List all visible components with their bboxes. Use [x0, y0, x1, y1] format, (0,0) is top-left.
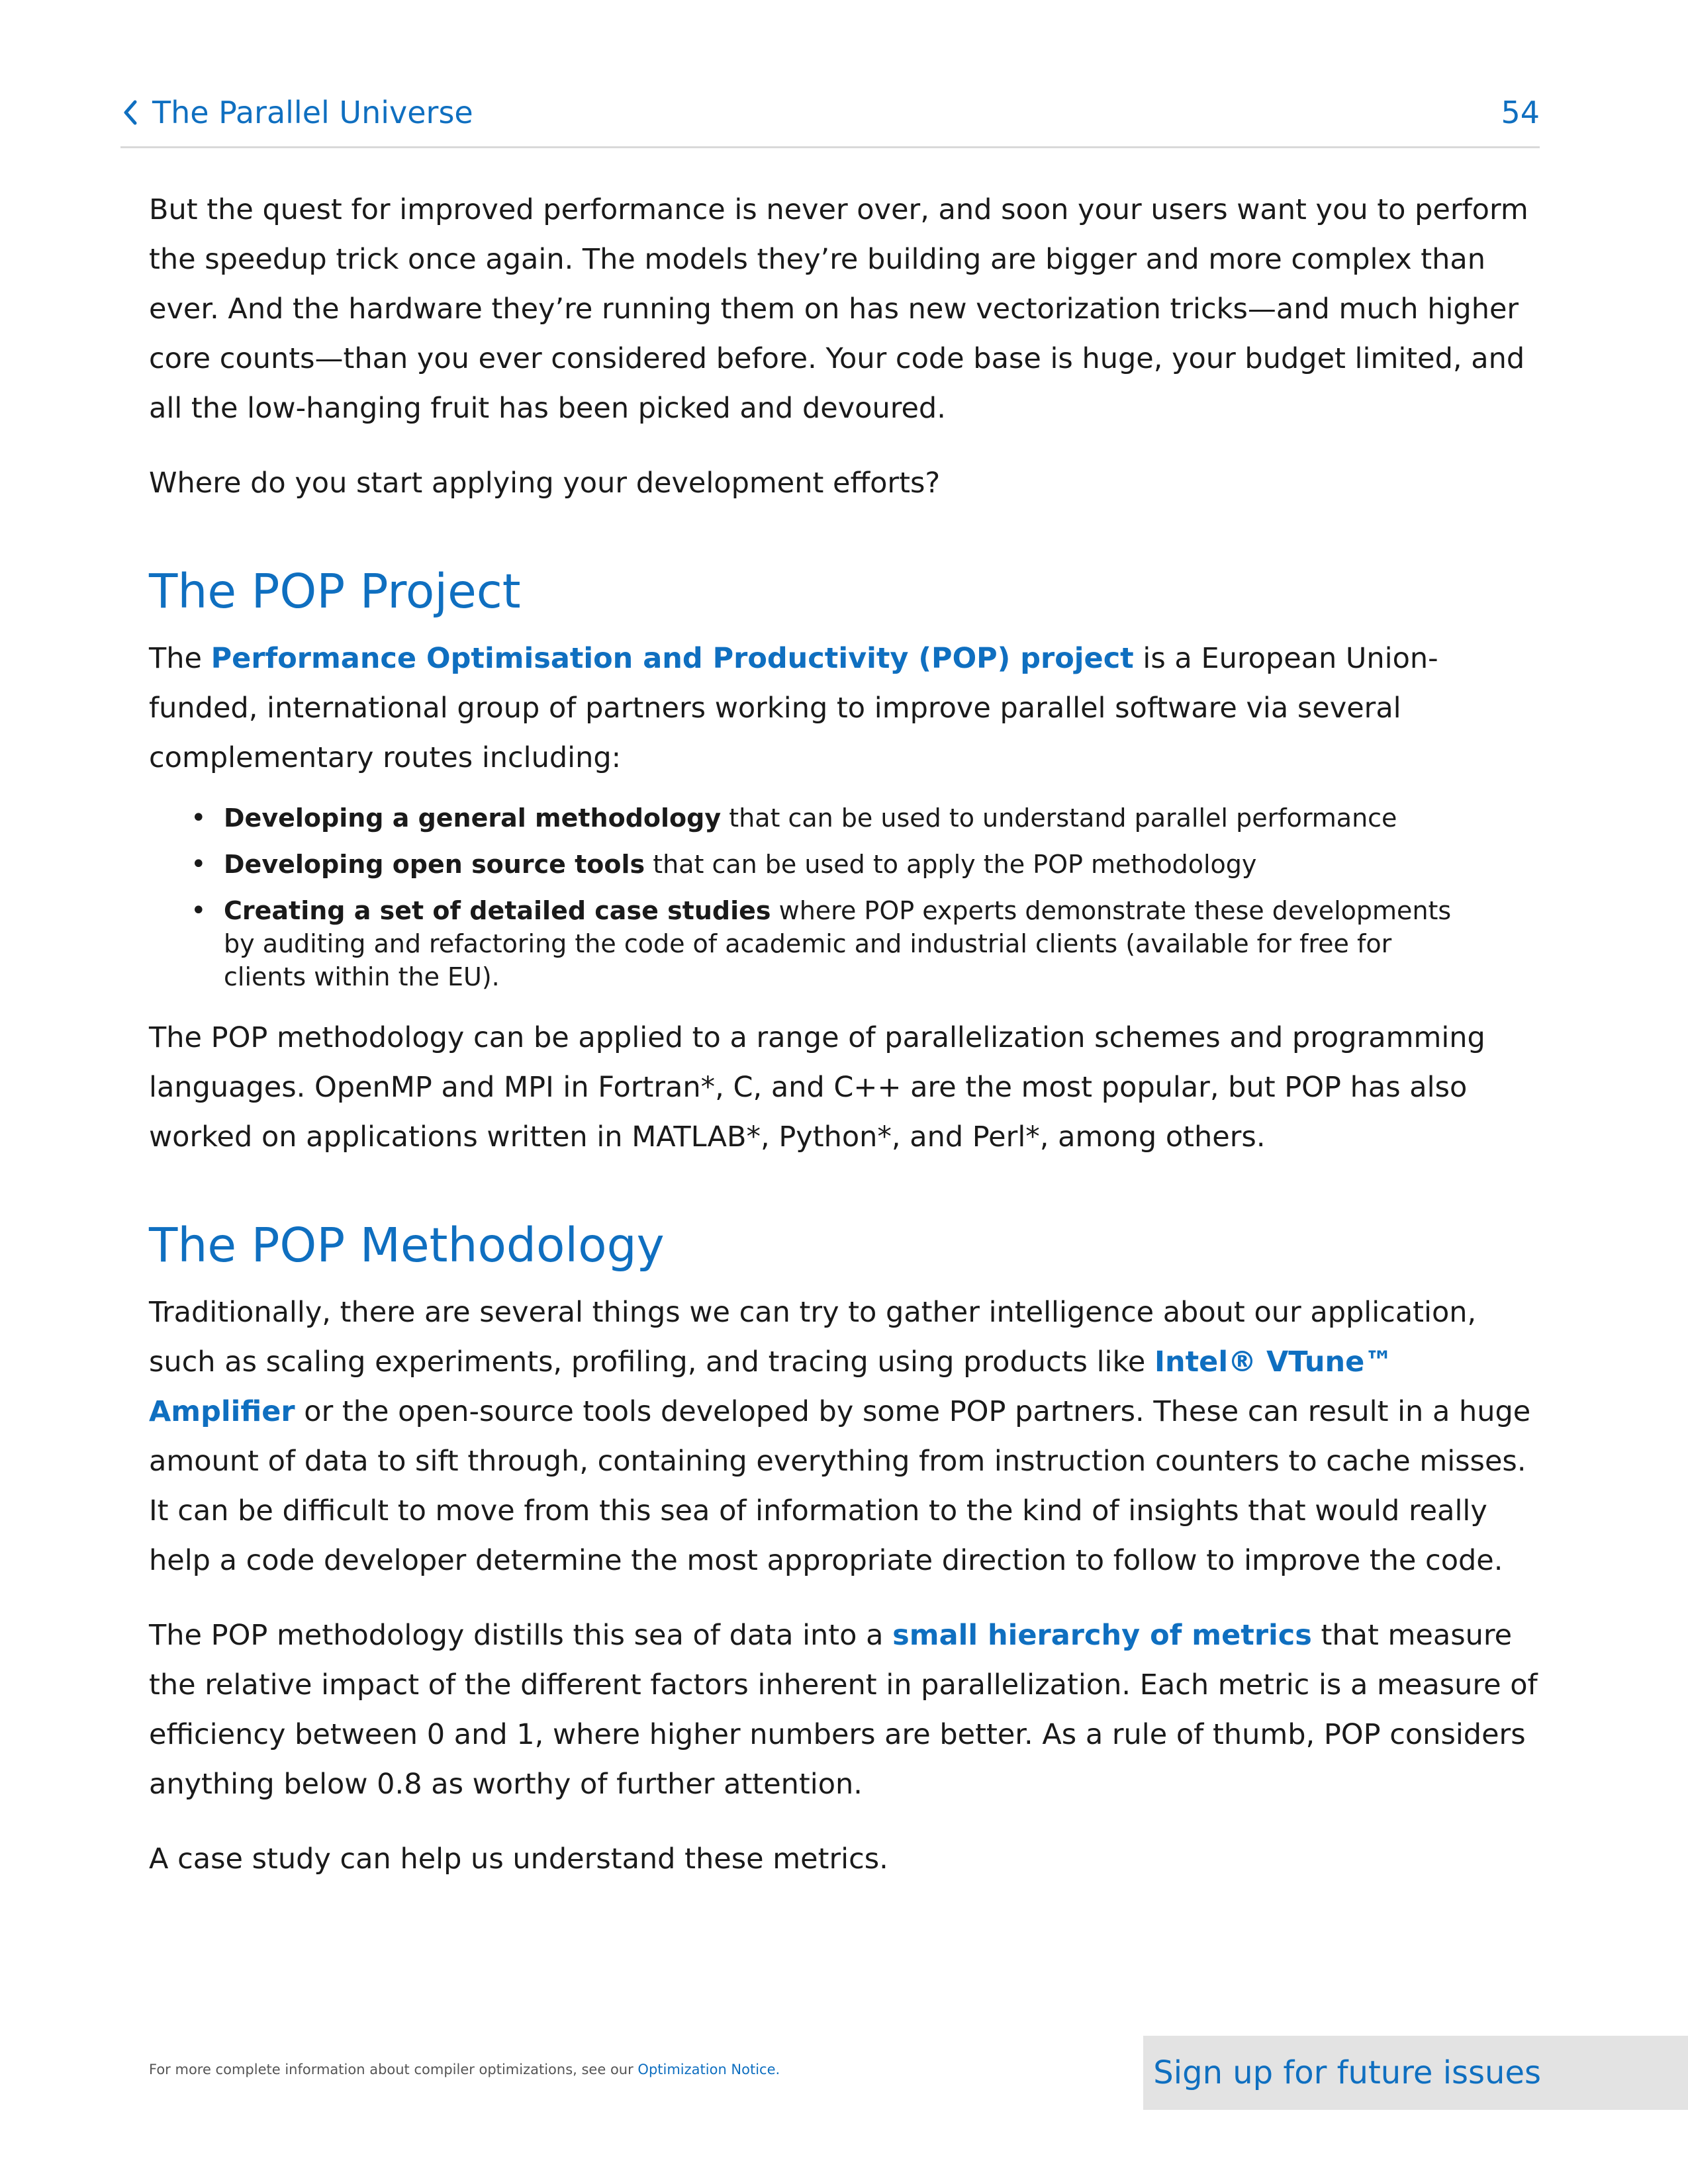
text-run: that measure the relative impact of the different factors inherent in parallelization. Each metric is a measure of efficiency between 0 and 1, where higher numbers are better. As a rule of thumb, POP considers anything below 0.8 as worthy of further attention.	[149, 1619, 1538, 1801]
methodology-paragraph-1	[149, 1288, 1546, 1586]
list-item	[224, 801, 1546, 835]
list-item-text: that can be used to apply the POP methodology	[645, 850, 1257, 879]
pop-project-link[interactable]: Performance Optimisation and Productivity (POP) project	[211, 642, 1134, 675]
metrics-hierarchy-link[interactable]: small hierarchy of metrics	[892, 1619, 1312, 1652]
list-item-bold: Developing a general methodology	[224, 803, 722, 833]
methodology-paragraph-3: A case study can help us understand these metrics.	[149, 1843, 888, 1876]
text-run: The	[149, 642, 211, 675]
text-run: or the open-source tools developed by some POP partners. These can result in a huge amount of data to sift through, containing everything from instruction counters to cache misses. It can be difficult to move from this sea of information to the kind of insights that would really help a code developer determine the most appropriate direction to follow to improve the code.	[149, 1395, 1531, 1577]
intro-paragraph-2: Where do you start applying your development efforts?	[149, 467, 941, 500]
signup-button[interactable]: Sign up for future issues	[1143, 2036, 1688, 2110]
list-item-bold: Creating a set of detailed case studies	[224, 896, 771, 925]
list-item	[224, 848, 1546, 881]
text-run: is a European Union-funded, international group of partners working to improve parallel software via several complementary routes including:	[149, 642, 1438, 774]
optimization-notice-link[interactable]: Optimization Notice.	[637, 2062, 780, 2077]
pop-project-paragraph-2: The POP methodology can be applied to a range of parallelization schemes and programming languages. OpenMP and MPI in Fortran*, C, and C++ are the most popular, but POP has also worked on applications written in MATLAB*, Python*, and Perl*, among others.	[149, 1021, 1485, 1154]
text-run: Traditionally, there are several things we can try to gather intelligence about our application, such as scaling experiments, profiling, and tracing using products like	[149, 1296, 1477, 1379]
publication-title: The Parallel Universe	[152, 95, 473, 130]
footer-note-text: For more complete information about compiler optimizations, see our	[149, 2062, 638, 2077]
list-item	[224, 894, 1546, 993]
page-number: 54	[1501, 95, 1540, 130]
page-header	[120, 93, 1540, 148]
footer-note	[149, 2062, 780, 2077]
list-item-text: that can be used to understand parallel performance	[721, 803, 1397, 833]
pop-project-paragraph-1	[149, 634, 1546, 783]
vtune-amplifier-link[interactable]: Intel® VTune™ Amplifier	[149, 1345, 1393, 1428]
heading-pop-project: The POP Project	[149, 564, 521, 619]
methodology-paragraph-2	[149, 1611, 1546, 1809]
chevron-left-icon	[120, 99, 140, 126]
back-link[interactable]	[120, 93, 473, 132]
routes-list	[149, 801, 1546, 993]
list-item-bold: Developing open source tools	[224, 850, 645, 879]
text-run: The POP methodology distills this sea of data into a	[149, 1619, 893, 1652]
heading-pop-methodology: The POP Methodology	[149, 1218, 665, 1273]
article-body	[149, 185, 1546, 1909]
list-item-text: where POP experts demonstrate these developments by auditing and refactoring the code of academic and industrial clients (available for free for clients within the EU).	[224, 896, 1452, 991]
intro-paragraph-1: But the quest for improved performance is never over, and soon your users want you to perform the speedup trick once again. The models they’re building are bigger and more complex than ever. And the hardware they’re running them on has new vectorization tricks—and much higher core counts—than you ever considered before. Your code base is huge, your budget limited, and all the low-hanging fruit has been picked and devoured.	[149, 193, 1528, 425]
